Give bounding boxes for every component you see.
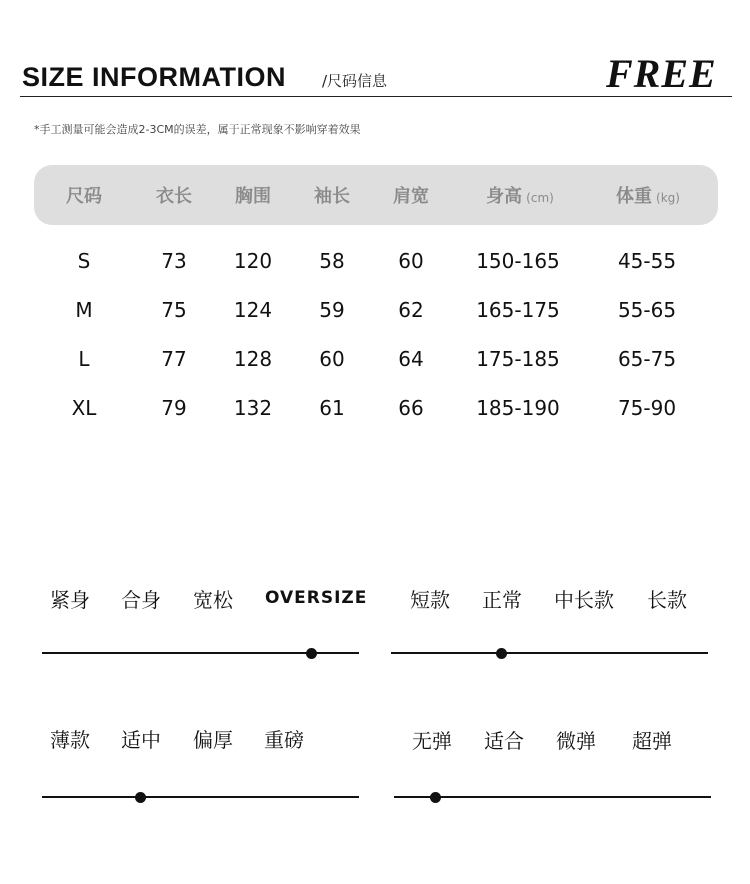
table-cell: 165-175 [476,298,560,322]
table-cell: 65-75 [617,347,677,371]
header-size: 尺码 [66,186,102,207]
table-cell: 75 [161,298,187,322]
measurement-note: *手工测量可能会造成2-3CM的误差，属于正常现象不影响穿着效果 [34,123,361,136]
length-option-normal: 正常 [482,588,522,612]
table-cell: 150-165 [476,249,560,273]
table-cell: S [77,249,91,273]
thickness-option-thin: 薄款 [50,728,90,752]
table-cell: 60 [398,249,424,273]
stretch-scale-marker [430,792,441,803]
thickness-option-thick: 偏厚 [193,728,233,752]
table-cell: 60 [319,347,345,371]
fit-option-loose: 宽松 [193,588,233,612]
length-scale-marker [496,648,507,659]
length-scale-track [391,652,708,654]
table-cell: 128 [233,347,273,371]
stretch-option-super: 超弹 [632,729,672,753]
length-option-mid-long: 中长款 [554,588,614,612]
table-cell: 79 [161,396,187,420]
header-weight-unit: (kg) [656,191,680,205]
fit-scale-marker [306,648,317,659]
table-cell: 64 [398,347,424,371]
thickness-option-heavy: 重磅 [264,728,304,752]
fit-option-oversize: OVERSIZE [265,588,368,608]
stretch-scale-track [394,796,711,798]
header-weight: 体重 (kg) [616,186,680,207]
table-cell: 58 [319,249,345,273]
fit-option-regular: 合身 [121,588,161,612]
table-cell: 61 [319,396,345,420]
thickness-scale-marker [135,792,146,803]
table-cell: M [75,298,93,322]
header-sleeve: 袖长 [314,186,350,207]
table-cell: 66 [398,396,424,420]
brand-logo: FREE [606,51,717,96]
length-option-short: 短款 [410,588,450,612]
thickness-scale-track [42,796,359,798]
title-divider [20,96,732,97]
table-cell: 73 [161,249,187,273]
stretch-option-none: 无弹 [412,729,452,753]
stretch-option-slight: 微弹 [556,729,596,753]
table-cell: 124 [233,298,273,322]
table-cell: 59 [319,298,345,322]
table-cell: 62 [398,298,424,322]
header-height: 身高 (cm) [486,186,554,207]
table-cell: 75-90 [617,396,677,420]
length-option-long: 长款 [647,588,687,612]
fit-option-tight: 紧身 [50,588,90,612]
stretch-option-fit: 适合 [484,729,524,753]
page-subtitle: /尺码信息 [322,72,388,90]
table-cell: 132 [233,396,273,420]
header-height-unit: (cm) [526,191,554,205]
header-length: 衣长 [156,186,192,207]
table-cell: 185-190 [476,396,560,420]
table-cell: L [78,347,90,371]
table-cell: 175-185 [476,347,560,371]
header-chest: 胸围 [235,186,271,207]
table-cell: 77 [161,347,187,371]
table-cell: 55-65 [617,298,677,322]
table-cell: 45-55 [617,249,677,273]
page-title: SIZE INFORMATION [22,62,286,92]
table-cell: 120 [233,249,273,273]
table-cell: XL [71,396,97,420]
thickness-option-medium: 适中 [121,728,161,752]
header-shoulder: 肩宽 [393,186,429,207]
